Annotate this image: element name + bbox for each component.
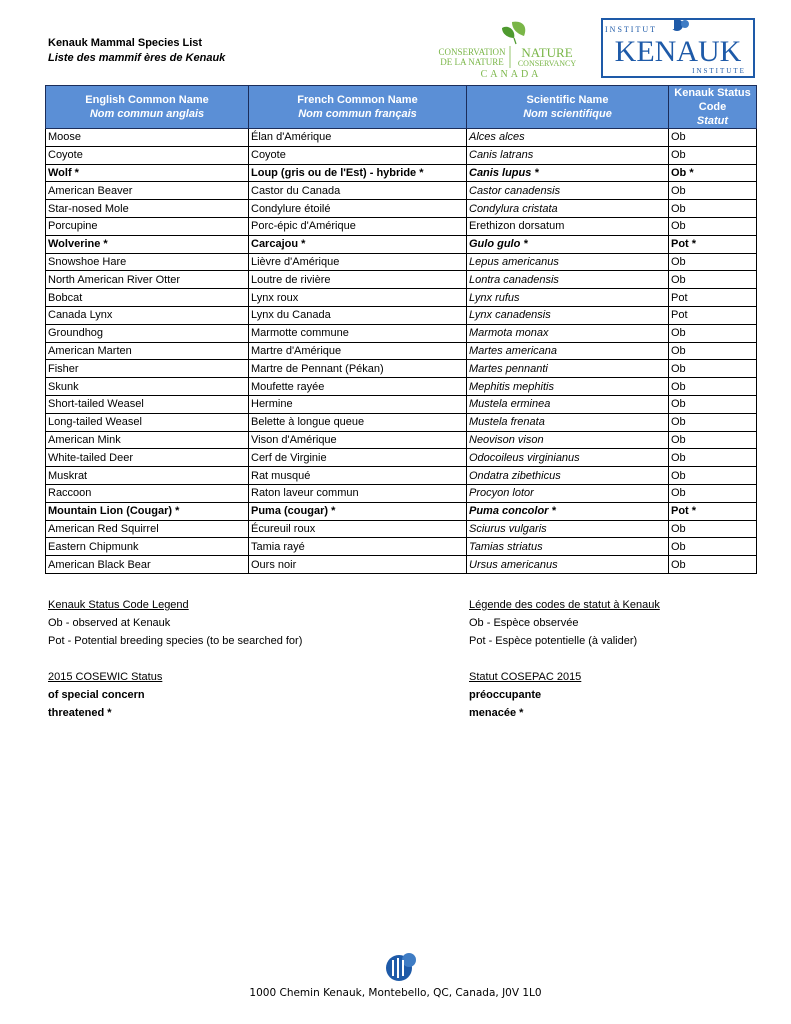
cell-status-code: Pot * (669, 235, 757, 253)
cosewic-heading-en: 2015 COSEWIC Status (48, 671, 163, 683)
cell-scientific-name: Sciurus vulgaris (467, 520, 669, 538)
cell-status-code: Ob (669, 129, 757, 147)
cell-french-name: Martre de Pennant (Pékan) (249, 360, 467, 378)
cell-english-name: American Beaver (46, 182, 249, 200)
table-row (46, 502, 757, 520)
kenauk-top-text: INSTITUT (605, 25, 657, 34)
cell-scientific-name: Canis latrans (467, 146, 669, 164)
cell-scientific-name: Mephitis mephitis (467, 378, 669, 396)
kenauk-institute-logo (601, 18, 755, 78)
cell-scientific-name: Mustela erminea (467, 395, 669, 413)
cell-english-name: White-tailed Deer (46, 449, 249, 467)
cell-french-name: Hermine (249, 395, 467, 413)
cell-french-name: Écureuil roux (249, 520, 467, 538)
table-row (46, 129, 757, 147)
header-english (46, 86, 249, 129)
cosewic-concern-fr: préoccupante (469, 689, 542, 701)
cnc-text-3: NATURE (521, 45, 573, 60)
cell-french-name: Tamia rayé (249, 538, 467, 556)
header-scientific (467, 86, 669, 129)
table-row (46, 556, 757, 574)
cell-french-name: Cerf de Virginie (249, 449, 467, 467)
cell-scientific-name: Martes pennanti (467, 360, 669, 378)
cnc-text-5: CANADA (480, 69, 542, 80)
cell-status-code: Ob (669, 538, 757, 556)
table-row (46, 164, 757, 182)
cnc-text-2: DE LA NATURE (440, 57, 504, 67)
cell-english-name: Long-tailed Weasel (46, 413, 249, 431)
cell-scientific-name: Canis lupus * (467, 164, 669, 182)
cell-scientific-name: Lynx rufus (467, 289, 669, 307)
table-row (46, 306, 757, 324)
cell-french-name: Lynx du Canada (249, 306, 467, 324)
cell-scientific-name: Mustela frenata (467, 413, 669, 431)
kenauk-emblem-icon (671, 19, 689, 31)
header-french-fr: Nom commun français (298, 108, 417, 120)
cell-french-name: Puma (cougar) * (249, 502, 467, 520)
cell-scientific-name: Ursus americanus (467, 556, 669, 574)
cell-status-code: Ob (669, 324, 757, 342)
cosewic-concern-en: of special concern (48, 689, 145, 701)
cell-english-name: Mountain Lion (Cougar) * (46, 502, 249, 520)
cell-scientific-name: Alces alces (467, 129, 669, 147)
cell-french-name: Moufette rayée (249, 378, 467, 396)
legend-pot-fr: Pot - Espèce potentielle (à valider) (469, 635, 638, 647)
header-french (249, 86, 467, 129)
cell-status-code: Ob (669, 413, 757, 431)
table-row (46, 217, 757, 235)
header-status-en: Kenauk Status Code (674, 87, 751, 113)
cell-english-name: Short-tailed Weasel (46, 395, 249, 413)
legend-french (469, 596, 660, 722)
cell-status-code: Ob (669, 360, 757, 378)
cell-french-name: Condylure étoilé (249, 200, 467, 218)
cell-status-code: Ob (669, 146, 757, 164)
cell-scientific-name: Lontra canadensis (467, 271, 669, 289)
cell-french-name: Raton laveur commun (249, 484, 467, 502)
cell-french-name: Porc-épic d'Amérique (249, 217, 467, 235)
table-row (46, 395, 757, 413)
table-row (46, 431, 757, 449)
table-row (46, 413, 757, 431)
cell-status-code: Ob (669, 520, 757, 538)
cell-english-name: Snowshoe Hare (46, 253, 249, 271)
cell-english-name: Fisher (46, 360, 249, 378)
cell-scientific-name: Tamias striatus (467, 538, 669, 556)
cell-status-code: Ob (669, 253, 757, 271)
kenauk-bottom-text: INSTITUTE (692, 67, 746, 75)
cell-status-code: Ob * (669, 164, 757, 182)
cell-status-code: Ob (669, 431, 757, 449)
cell-status-code: Pot * (669, 502, 757, 520)
cell-status-code: Pot (669, 306, 757, 324)
cell-english-name: American Mink (46, 431, 249, 449)
table-row (46, 449, 757, 467)
leaf-icon (502, 22, 525, 44)
document-title-block (48, 36, 225, 66)
table-row (46, 520, 757, 538)
cell-english-name: North American River Otter (46, 271, 249, 289)
header-scientific-en: Scientific Name (526, 94, 609, 106)
table-row (46, 467, 757, 485)
cell-status-code: Ob (669, 449, 757, 467)
header-scientific-fr: Nom scientifique (523, 108, 612, 120)
cell-french-name: Marmotte commune (249, 324, 467, 342)
cell-french-name: Castor du Canada (249, 182, 467, 200)
cell-french-name: Martre d'Amérique (249, 342, 467, 360)
cell-status-code: Ob (669, 182, 757, 200)
table-row (46, 253, 757, 271)
cell-french-name: Lynx roux (249, 289, 467, 307)
kenauk-footer-emblem-icon (383, 950, 419, 984)
cell-status-code: Ob (669, 467, 757, 485)
cell-french-name: Rat musqué (249, 467, 467, 485)
cell-english-name: Star-nosed Mole (46, 200, 249, 218)
cnc-text-4: CONSERVANCY (517, 59, 577, 68)
cell-scientific-name: Martes americana (467, 342, 669, 360)
table-row (46, 182, 757, 200)
cell-english-name: Moose (46, 129, 249, 147)
cell-french-name: Vison d'Amérique (249, 431, 467, 449)
table-row (46, 342, 757, 360)
table-row (46, 271, 757, 289)
cell-english-name: Porcupine (46, 217, 249, 235)
cell-french-name: Ours noir (249, 556, 467, 574)
cell-french-name: Carcajou * (249, 235, 467, 253)
cell-english-name: Coyote (46, 146, 249, 164)
cosewic-threatened-fr: menacée * (469, 707, 524, 719)
table-row (46, 146, 757, 164)
legend-ob-fr: Ob - Espèce observée (469, 617, 579, 629)
cell-status-code: Ob (669, 271, 757, 289)
legend-pot-en: Pot - Potential breeding species (to be searched for) (48, 635, 303, 647)
cell-status-code: Ob (669, 556, 757, 574)
cell-english-name: Canada Lynx (46, 306, 249, 324)
header-english-fr: Nom commun anglais (89, 108, 205, 120)
cell-english-name: Skunk (46, 378, 249, 396)
cell-scientific-name: Gulo gulo * (467, 235, 669, 253)
document-subtitle: Liste des mammif ères de Kenauk (48, 52, 226, 64)
cell-english-name: American Black Bear (46, 556, 249, 574)
cnc-text-1: CONSERVATION (438, 47, 506, 57)
cell-english-name: Raccoon (46, 484, 249, 502)
table-row (46, 289, 757, 307)
table-row (46, 324, 757, 342)
cell-scientific-name: Lepus americanus (467, 253, 669, 271)
legend-ob-en: Ob - observed at Kenauk (48, 617, 171, 629)
cell-english-name: Bobcat (46, 289, 249, 307)
cell-scientific-name: Procyon lotor (467, 484, 669, 502)
table-row (46, 235, 757, 253)
cell-status-code: Ob (669, 200, 757, 218)
cosewic-heading-fr: Statut COSEPAC 2015 (469, 671, 582, 683)
cell-english-name: Muskrat (46, 467, 249, 485)
nature-conservancy-logo (436, 18, 586, 80)
cell-english-name: Groundhog (46, 324, 249, 342)
cell-status-code: Pot (669, 289, 757, 307)
cell-scientific-name: Neovison vison (467, 431, 669, 449)
table-row (46, 360, 757, 378)
cell-french-name: Élan d'Amérique (249, 129, 467, 147)
cell-english-name: Wolf * (46, 164, 249, 182)
cell-french-name: Coyote (249, 146, 467, 164)
cell-status-code: Ob (669, 217, 757, 235)
header-french-en: French Common Name (297, 94, 418, 106)
document-title: Kenauk Mammal Species List (48, 37, 203, 49)
species-table-body (46, 129, 757, 574)
cell-english-name: American Red Squirrel (46, 520, 249, 538)
cell-scientific-name: Castor canadensis (467, 182, 669, 200)
cell-french-name: Loup (gris ou de l'Est) - hybride * (249, 164, 467, 182)
header-english-en: English Common Name (85, 94, 209, 106)
table-header-row (46, 86, 757, 129)
cell-scientific-name: Erethizon dorsatum (467, 217, 669, 235)
cell-scientific-name: Marmota monax (467, 324, 669, 342)
legend-english (48, 596, 302, 722)
cell-french-name: Belette à longue queue (249, 413, 467, 431)
legend-heading-fr: Légende des codes de statut à Kenauk (469, 599, 660, 611)
legend-heading-en: Kenauk Status Code Legend (48, 599, 189, 611)
cell-french-name: Lièvre d'Amérique (249, 253, 467, 271)
header-status (669, 86, 757, 129)
table-row (46, 378, 757, 396)
cell-status-code: Ob (669, 342, 757, 360)
cell-english-name: Wolverine * (46, 235, 249, 253)
table-row (46, 538, 757, 556)
cell-english-name: Eastern Chipmunk (46, 538, 249, 556)
cell-scientific-name: Lynx canadensis (467, 306, 669, 324)
species-table (45, 85, 757, 574)
kenauk-main-text: KENAUK (614, 35, 742, 68)
cell-status-code: Ob (669, 378, 757, 396)
cosewic-threatened-en: threatened * (48, 707, 112, 719)
cell-scientific-name: Ondatra zibethicus (467, 467, 669, 485)
cell-scientific-name: Condylura cristata (467, 200, 669, 218)
cell-english-name: American Marten (46, 342, 249, 360)
table-row (46, 200, 757, 218)
table-row (46, 484, 757, 502)
cell-status-code: Ob (669, 484, 757, 502)
cell-french-name: Loutre de rivière (249, 271, 467, 289)
cell-scientific-name: Puma concolor * (467, 502, 669, 520)
footer-address: 1000 Chemin Kenauk, Montebello, QC, Canada, J0V 1L0 (249, 987, 542, 999)
cell-scientific-name: Odocoileus virginianus (467, 449, 669, 467)
header-status-fr: Statut (696, 115, 729, 127)
cell-status-code: Ob (669, 395, 757, 413)
